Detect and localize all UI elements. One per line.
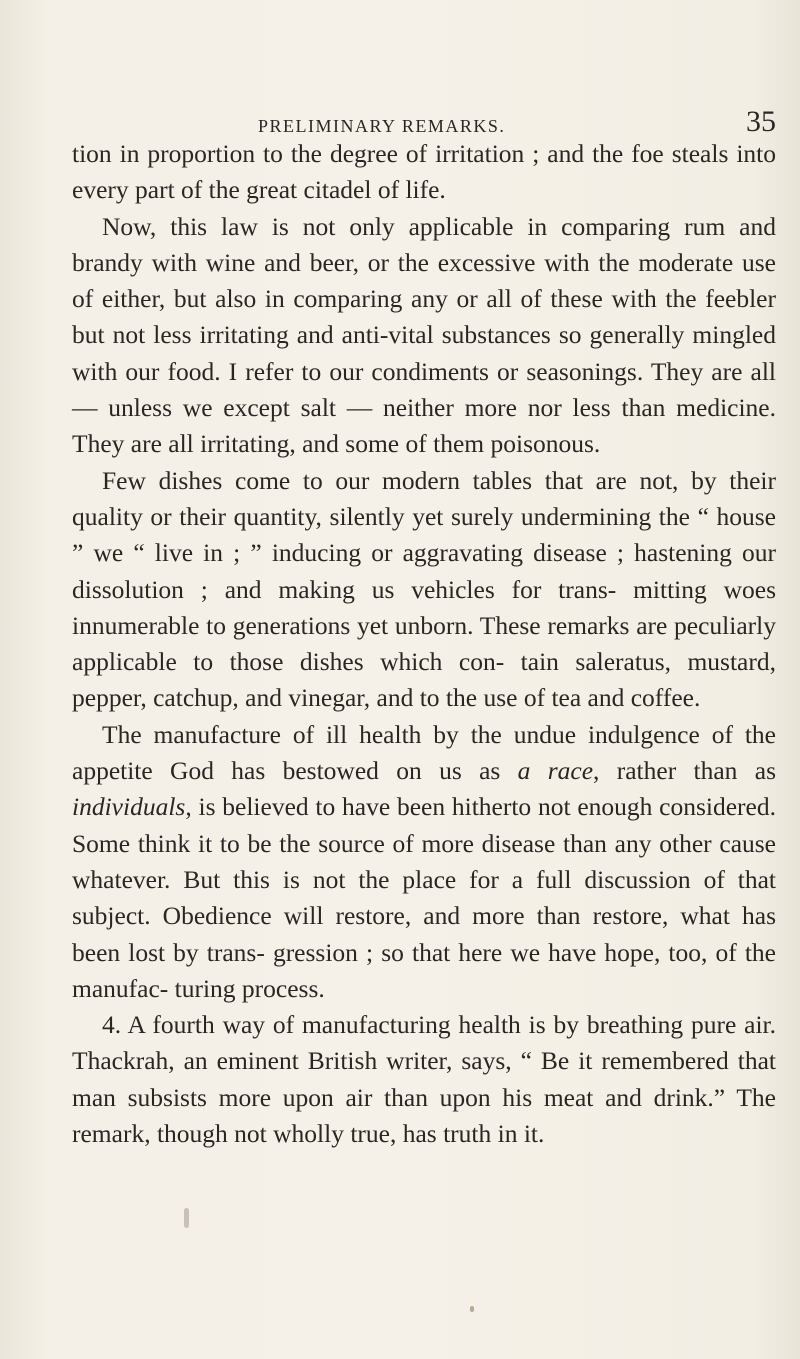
paragraph-manufacture-part-2: , rather than as (593, 756, 776, 786)
emphasis-individuals: individuals (72, 792, 186, 822)
page-number: 35 (746, 105, 776, 138)
paragraph-continuation: tion in proportion to the degree of irritation ; and the foe steals into every part of the great citadel of life. (72, 139, 776, 205)
paragraph-manufacture-part-3: , is believed to have been hitherto not enough considered. Some think it to be the source of more disease than any other cause whatever. But this is not the place for a full discussion of that subject. Obedience will restore, and more than restore, what has been lost by trans- gression ; so that here we have hope, too, of the manufac- turing process. (72, 792, 776, 1003)
paragraph-manufacture-part-1: The manufacture of ill health by the undue indulgence of the appetite God has bestowed on us as (72, 719, 776, 786)
paragraph-pure-air: 4. A fourth way of manufacturing health is by breathing pure air. Thackrah, an eminent British writer, says, “ Be it remembered that man subsists more upon air than upon his meat and drink.” The remark, though not wholly true, has truth in it. (72, 1010, 776, 1149)
running-head: PRELIMINARY REMARKS. (258, 116, 506, 136)
paragraph-manufacture (72, 717, 776, 1007)
paper-speck (184, 1208, 189, 1228)
paper-speck (470, 1306, 474, 1312)
paragraph-condiments: Now, this law is not only applicable in comparing rum and brandy with wine and beer, or the excessive with the moderate use of either, but also in comparing any or all of these with the feebler but not less irritating and anti-vital substances so generally mingled with our food. I refer to our condiments or seasonings. They are all — unless we except salt — neither more nor less than medicine. They are all irritating, and some of them poisonous. (72, 211, 776, 459)
paragraph-dishes: Few dishes come to our modern tables that are not, by their quality or their quantity, silently yet surely undermining the “ house ” we “ live in ; ” inducing or aggravating disease ; hastening our dissolution ; and making us vehicles for trans- mitting woes innumerable to generations yet unborn. These remarks are peculiarly applicable to those dishes which con- tain saleratus, mustard, pepper, catchup, and vinegar, and to the use of tea and coffee. (72, 465, 776, 713)
body-text (72, 136, 776, 1152)
emphasis-a-race: a race (517, 756, 594, 786)
page-header (72, 80, 776, 138)
